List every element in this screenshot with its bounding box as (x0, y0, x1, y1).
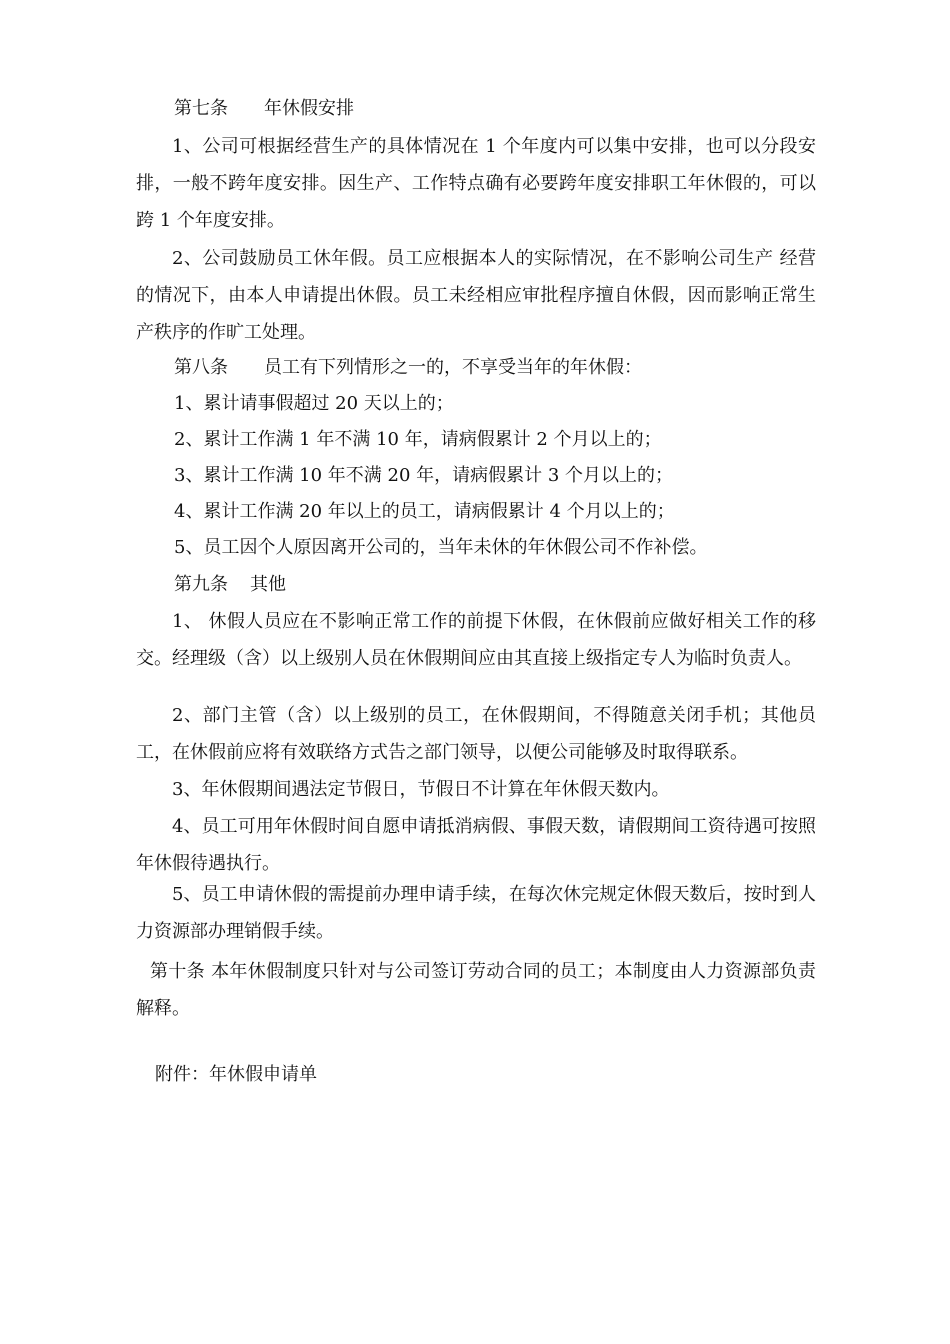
article-9-paragraph-3: 3、年休假期间遇法定节假日，节假日不计算在年休假天数内。 (172, 779, 670, 800)
article-7-paragraph-2: 2、公司鼓励员工休年假。员工应根据本人的实际情况，在不影响公司生产 经营的情况下，由本人申请提出休假。员工未经相应审批程序擅自休假，因而影响正常生产秩序的作旷工处理。 (136, 248, 816, 343)
article-8-item: 4、累计工作满 20 年以上的员工，请病假累计 4 个月以上的； (174, 501, 675, 522)
article-9-paragraph-5: 5、员工申请休假的需提前办理申请手续，在每次休完规定休假天数后，按时到人力资源部办理销假手续。 (136, 884, 816, 942)
attachment-note: 附件：年休假申请单 (155, 1064, 317, 1085)
article-title: 年休假安排 (264, 98, 354, 119)
article-9-paragraph-2: 2、部门主管（含）以上级别的员工，在休假期间，不得随意关闭手机；其他员工，在休假前应将有效联络方式告之部门领导，以便公司能够及时取得联系。 (136, 705, 816, 763)
article-8-item: 1、累计请事假超过 20 天以上的； (174, 393, 454, 414)
article-title: 其他 (250, 574, 286, 595)
article-10-text: 本年休假制度只针对与公司签订劳动合同的员工；本制度由人力资源部负责解释。 (136, 961, 816, 1019)
article-8-item: 2、累计工作满 1 年不满 10 年，请病假累计 2 个月以上的； (174, 429, 662, 450)
article-8-item: 3、累计工作满 10 年不满 20 年，请病假累计 3 个月以上的； (174, 465, 674, 486)
article-9-heading (174, 573, 286, 597)
article-number: 第八条 (174, 357, 228, 378)
article-number: 第九条 (174, 574, 228, 595)
article-number: 第十条 (150, 961, 206, 982)
article-7-paragraph-1: 1、公司可根据经营生产的具体情况在 1 个年度内可以集中安排，也可以分段安排，一般不跨年度安排。因生产、工作特点确有必要跨年度安排职工年休假的，可以跨 1 个年度安排。 (136, 136, 816, 231)
article-9-paragraph-1: 1、 休假人员应在不影响正常工作的前提下休假，在休假前应做好相关工作的移交。经理级（含）以上级别人员在休假期间应由其直接上级指定专人为临时负责人。 (136, 611, 816, 669)
article-title: 员工有下列情形之一的，不享受当年的年休假： (264, 357, 642, 378)
article-8-item: 5、员工因个人原因离开公司的，当年未休的年休假公司不作补偿。 (174, 537, 708, 558)
article-8-heading (174, 356, 642, 380)
article-7-heading (174, 97, 354, 121)
article-9-paragraph-4: 4、员工可用年休假时间自愿申请抵消病假、事假天数，请假期间工资待遇可按照年休假待遇执行。 (136, 816, 816, 874)
article-number: 第七条 (174, 98, 228, 119)
article-10 (136, 953, 816, 1027)
